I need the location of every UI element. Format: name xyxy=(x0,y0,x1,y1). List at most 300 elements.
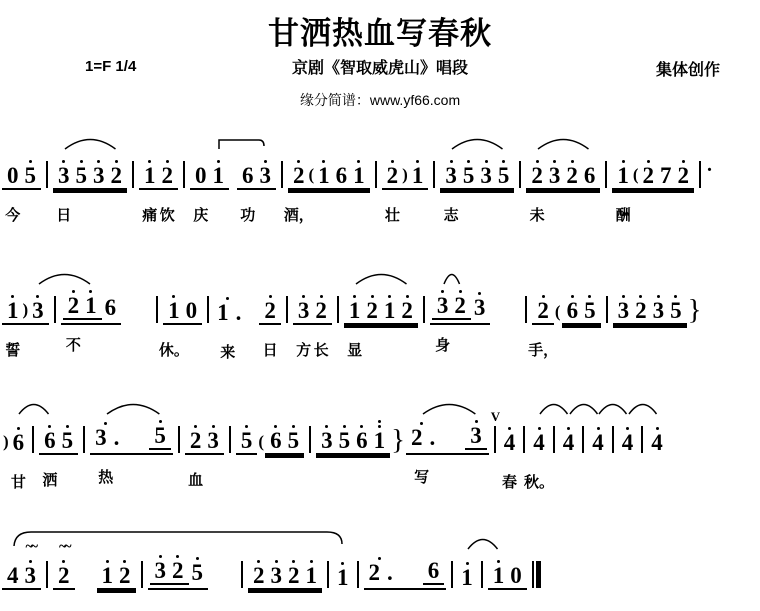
octave-dots xyxy=(264,152,267,163)
octave-dots xyxy=(11,287,14,298)
note-number: 2 xyxy=(635,298,647,323)
octave-dots xyxy=(406,287,409,298)
lyric-text: 手， xyxy=(528,342,559,359)
note-token xyxy=(90,152,108,188)
augmentation-dot: . xyxy=(429,425,436,450)
note-token xyxy=(108,152,126,188)
note-number: 1 xyxy=(617,163,629,188)
note-number: 5 xyxy=(670,298,682,323)
note-number: 2 xyxy=(58,563,70,588)
note-number: 1 xyxy=(461,565,473,590)
note-token xyxy=(524,419,555,491)
note-token xyxy=(581,152,599,188)
note-number: 6 xyxy=(335,163,348,188)
octave-dots xyxy=(320,287,323,298)
note-number: 3 xyxy=(297,298,310,323)
note-token xyxy=(102,284,120,320)
slur-arc xyxy=(13,528,343,548)
note-token xyxy=(615,287,633,323)
note-number: 1 xyxy=(373,428,386,453)
lyric-text: 不 xyxy=(65,337,81,354)
octave-dot xyxy=(378,420,381,423)
octave-dots xyxy=(245,417,248,428)
octave-dots xyxy=(542,287,545,298)
note-number: 5 xyxy=(338,428,351,453)
note-token xyxy=(283,152,314,224)
note-number: 3 xyxy=(259,163,271,188)
note-token xyxy=(65,282,83,354)
barline xyxy=(183,161,185,188)
octave-dots xyxy=(391,152,394,163)
barline xyxy=(229,426,231,453)
music-line xyxy=(0,279,760,361)
octave-dots xyxy=(682,152,685,163)
octave-dots xyxy=(148,152,151,163)
beam-group xyxy=(562,287,601,325)
beam-group xyxy=(440,152,514,224)
note-number: 1 xyxy=(411,163,424,188)
note-number: 2 xyxy=(288,563,300,588)
octave-dots xyxy=(104,414,107,425)
octave-dots xyxy=(257,552,260,563)
octave-dots xyxy=(196,549,199,560)
note-token xyxy=(261,287,279,359)
note-number: 3 xyxy=(548,163,561,188)
beam-group xyxy=(259,287,281,359)
beam-group xyxy=(364,547,447,590)
slur-arc xyxy=(539,399,569,415)
beam-group xyxy=(382,152,429,224)
lyric-text: 春 xyxy=(502,474,518,491)
spacer xyxy=(490,324,520,325)
note-number: 6 xyxy=(104,295,117,320)
note-token xyxy=(560,419,578,455)
note-number: 2 xyxy=(315,298,327,323)
spacer xyxy=(75,589,97,590)
lyric-text: 来 xyxy=(220,344,236,361)
octave-dots xyxy=(343,417,346,428)
key-signature: 1=F 1/4 xyxy=(85,58,137,75)
lyric-text: 身 xyxy=(435,337,451,354)
octave-dots xyxy=(36,287,39,298)
note-token xyxy=(460,152,478,188)
octave-dots xyxy=(212,417,215,428)
octave-dots xyxy=(360,417,363,428)
note-number: 3 xyxy=(154,558,166,583)
lyric-text: 日 xyxy=(56,207,72,224)
note-token xyxy=(210,152,228,188)
note-token xyxy=(564,287,582,323)
note-number: 6 xyxy=(12,430,25,455)
note-number: 2 xyxy=(172,558,184,583)
note-number: 4 xyxy=(651,430,663,455)
slur-arc xyxy=(355,269,408,285)
octave-dots xyxy=(571,287,574,298)
beam-group xyxy=(148,547,209,590)
slur-arc xyxy=(38,269,91,285)
beam-group xyxy=(430,282,491,354)
octave-dots xyxy=(29,152,32,163)
octave-dots xyxy=(310,552,313,563)
note-token xyxy=(10,419,28,491)
lyric-text: 热 xyxy=(98,469,114,486)
octave-dots xyxy=(48,417,51,428)
note-number: 3 xyxy=(436,293,449,318)
beam-group xyxy=(265,417,304,455)
lyric-text: 痛 xyxy=(142,207,158,224)
note-number: 2 xyxy=(566,163,578,188)
barline xyxy=(281,161,283,188)
octave-dots xyxy=(378,417,381,428)
lyric-text: 休。 xyxy=(158,342,189,359)
octave-dots xyxy=(66,417,69,428)
lyric-text: 显 xyxy=(347,342,363,359)
barline xyxy=(523,426,525,453)
octave-dots xyxy=(357,152,360,163)
music-line xyxy=(0,409,760,491)
note-token xyxy=(648,419,666,455)
octave-dots xyxy=(622,287,625,298)
note-token xyxy=(250,552,268,588)
octave-dots xyxy=(269,287,272,298)
augmentation-dot: . xyxy=(235,300,242,325)
final-barline xyxy=(532,561,541,588)
octave-dots xyxy=(106,552,109,563)
beam-group xyxy=(236,417,258,455)
note-number: 3 xyxy=(24,563,36,588)
slur-arc xyxy=(218,134,265,150)
lyric-text: 血 xyxy=(188,472,204,489)
note-number: 2 xyxy=(67,293,80,318)
slur-arc xyxy=(106,399,160,415)
beam-group xyxy=(283,152,370,224)
note-token xyxy=(650,287,668,323)
slur-arc xyxy=(569,399,599,415)
note-token xyxy=(434,282,452,354)
slur-glyph: ) xyxy=(402,165,408,184)
octave-dots xyxy=(297,152,300,163)
octave-dots xyxy=(371,287,374,298)
barline xyxy=(286,296,288,323)
note-token xyxy=(239,152,257,224)
note-token xyxy=(22,539,40,588)
lyric-text: 庆 xyxy=(193,207,209,224)
barline xyxy=(54,296,56,323)
lyric-text: 洒 xyxy=(42,472,58,489)
note-token xyxy=(214,289,242,361)
note-token xyxy=(363,287,381,323)
slur-arc xyxy=(451,134,504,150)
note-number: 2 xyxy=(386,163,399,188)
note-token xyxy=(82,282,100,318)
lyric-text: 秋。 xyxy=(524,474,555,491)
barline xyxy=(375,161,377,188)
note-token xyxy=(425,547,443,583)
barline xyxy=(46,561,48,588)
octave-dots xyxy=(597,419,600,430)
note-number: 0 xyxy=(185,298,198,323)
beam-group xyxy=(344,287,418,359)
lyric-text: 誓 xyxy=(5,342,21,359)
note-token xyxy=(589,419,607,455)
note-token xyxy=(116,552,134,588)
octave-dots xyxy=(656,419,659,430)
barline xyxy=(699,161,701,188)
note-token xyxy=(151,412,169,448)
beam-group xyxy=(150,547,189,585)
lyric-text: 未 xyxy=(529,207,545,224)
note-token xyxy=(285,552,303,588)
beam-group xyxy=(237,152,276,224)
octave-dots xyxy=(416,152,419,163)
note-token xyxy=(408,414,436,486)
note-token xyxy=(442,152,460,224)
octave-dots xyxy=(588,287,591,298)
barline xyxy=(490,409,501,453)
note-token xyxy=(546,152,564,188)
slur-arc xyxy=(64,134,117,150)
note-token xyxy=(73,152,91,188)
note-token xyxy=(507,552,525,588)
note-token xyxy=(353,417,371,453)
note-number: 3 xyxy=(321,428,333,453)
note-number: 7 xyxy=(660,163,672,188)
beam-group xyxy=(97,552,136,590)
barline xyxy=(337,296,339,323)
barline xyxy=(309,426,311,453)
lyric-text: 日 xyxy=(262,342,278,359)
note-number: 2 . xyxy=(368,560,393,585)
song-subtitle: 京剧《智取威虎山》唱段 xyxy=(291,60,468,77)
note-number: 5 xyxy=(497,163,510,188)
octave-dots xyxy=(378,549,381,560)
note-token xyxy=(55,152,73,224)
slur-glyph: ( xyxy=(308,165,315,184)
music-line xyxy=(0,144,760,224)
octave-dots xyxy=(292,552,295,563)
note-token xyxy=(451,282,469,318)
slur-glyph: ( xyxy=(554,302,561,321)
slur-glyph: ( xyxy=(258,432,265,451)
slur-arc xyxy=(422,399,476,415)
note-token xyxy=(59,417,77,453)
note-number: 3 xyxy=(207,428,219,453)
octave-dots xyxy=(657,287,660,298)
barline xyxy=(582,426,584,453)
note-number: 1 xyxy=(168,298,180,323)
note-number: 1 xyxy=(383,298,396,323)
song-title: 甘洒热血写春秋 xyxy=(268,16,492,51)
note-number: 2 xyxy=(161,163,173,188)
octave-dots xyxy=(341,554,344,565)
octave-dots xyxy=(466,554,469,565)
note-number: 6 xyxy=(242,163,254,188)
note-number: 1 xyxy=(353,163,365,188)
lyric-text: 甘 xyxy=(10,474,26,491)
octave-dots xyxy=(508,419,511,430)
beam-group xyxy=(53,539,75,590)
beam-group xyxy=(432,282,471,354)
note-token xyxy=(92,414,120,486)
octave-dots xyxy=(571,152,574,163)
lyric-text: 志 xyxy=(443,207,459,224)
octave-dots xyxy=(322,152,325,163)
note-number: 2 xyxy=(454,293,466,318)
slur-glyph: } xyxy=(687,294,702,326)
note-token xyxy=(371,417,389,453)
octave-dots xyxy=(420,414,423,425)
note-token xyxy=(528,152,546,224)
octave-dots xyxy=(159,547,162,558)
note-number: 4 xyxy=(503,430,516,455)
note-number: 1 xyxy=(85,293,97,318)
note-number: 2 . xyxy=(411,425,436,450)
octave-dots xyxy=(226,289,229,300)
spacer xyxy=(393,584,423,585)
note-token xyxy=(267,417,285,453)
beam-group xyxy=(39,417,78,489)
barline xyxy=(32,426,34,453)
note-token xyxy=(183,287,201,323)
music-line xyxy=(0,539,760,590)
beam-group xyxy=(488,552,527,590)
note-token xyxy=(315,152,333,188)
breath-mark-icon: V xyxy=(490,409,501,424)
note-number: 1 . xyxy=(217,300,242,325)
octave-dots xyxy=(478,284,481,295)
slur-glyph: ) xyxy=(22,300,29,319)
note-token xyxy=(619,419,637,455)
note-token xyxy=(187,417,205,489)
note-token xyxy=(22,152,40,188)
slur-arc xyxy=(467,534,499,550)
octave-dots xyxy=(217,152,220,163)
note-number: 5 xyxy=(154,423,166,448)
lyric-text: 写 xyxy=(414,469,430,486)
note-token xyxy=(238,417,256,453)
octave-dots xyxy=(626,419,629,430)
beam-group xyxy=(53,152,127,224)
note-token xyxy=(204,417,222,453)
beam-group xyxy=(465,412,487,450)
octave-dots xyxy=(194,417,197,428)
slur-glyph: ( xyxy=(632,165,639,184)
note-token xyxy=(409,152,427,188)
lyric-text: 饮 xyxy=(159,207,175,224)
note-token xyxy=(99,552,117,588)
note-number: 5 xyxy=(24,163,36,188)
barline xyxy=(605,161,607,188)
note-token xyxy=(640,152,658,188)
octave-dots xyxy=(567,419,570,430)
note-number: 6 xyxy=(270,428,282,453)
octave-dots xyxy=(302,287,305,298)
barline xyxy=(178,426,180,453)
note-token xyxy=(189,549,207,585)
mordent-ornament-icon: ~~ xyxy=(25,539,36,555)
note-number: 1 xyxy=(144,163,156,188)
composer-credit: 集体创作 xyxy=(655,62,720,79)
octave-dots xyxy=(275,552,278,563)
beam-group xyxy=(139,152,178,224)
note-token xyxy=(528,287,559,359)
octave-dots xyxy=(467,152,470,163)
note-number: 5 xyxy=(240,428,253,453)
barline xyxy=(241,561,243,588)
spacer xyxy=(121,324,151,325)
note-number: 1 xyxy=(318,163,330,188)
note-token xyxy=(159,152,177,224)
note-number: 3 xyxy=(93,163,105,188)
note-token xyxy=(366,549,393,585)
note-number: 2 xyxy=(119,563,131,588)
beam-group xyxy=(293,287,332,359)
note-token xyxy=(501,419,519,491)
spacer xyxy=(119,449,149,450)
note-number: 1 xyxy=(337,565,349,590)
barline xyxy=(357,561,359,588)
barline xyxy=(156,296,158,323)
slur-glyph: } xyxy=(391,424,406,456)
note-number: 3 xyxy=(470,423,482,448)
note-token xyxy=(303,552,321,588)
note-number: 1 xyxy=(348,298,361,323)
lyric-text: 功 xyxy=(240,207,256,224)
note-token xyxy=(657,152,675,188)
note-token xyxy=(141,152,159,224)
note-token xyxy=(467,412,485,448)
note-number: 0 xyxy=(510,563,522,588)
beam-group xyxy=(185,417,224,489)
octave-dots xyxy=(622,152,625,163)
beam-group xyxy=(613,287,687,325)
note-token xyxy=(563,152,581,188)
barline xyxy=(612,426,614,453)
barline xyxy=(451,561,453,588)
note-number: 1 xyxy=(212,163,224,188)
note-number: 3 xyxy=(270,563,282,588)
note-number: 6 xyxy=(566,298,579,323)
octave-dots xyxy=(497,552,500,563)
slur-arc xyxy=(598,399,628,415)
note-number: 5 xyxy=(75,163,87,188)
note-number: 6 xyxy=(583,163,596,188)
beam-group xyxy=(2,539,41,590)
barline xyxy=(641,426,643,453)
note-token xyxy=(41,417,59,489)
mordent-ornament-icon: ~~ xyxy=(58,539,69,555)
lyric-text: 今 xyxy=(5,207,21,224)
beam-group xyxy=(528,287,559,359)
octave-dots xyxy=(172,287,175,298)
note-number: 3 xyxy=(445,163,457,188)
note-number: 3 xyxy=(652,298,665,323)
note-token xyxy=(581,287,599,323)
octave-dots xyxy=(353,287,356,298)
octave-dots xyxy=(674,287,677,298)
note-number: 5 xyxy=(191,560,203,585)
octave-dots xyxy=(115,152,118,163)
barline xyxy=(519,161,521,188)
note-number: 3 xyxy=(32,298,44,323)
lyric-text: 酒， xyxy=(283,207,314,224)
note-number: 2 xyxy=(531,163,543,188)
note-number: 5 xyxy=(462,163,475,188)
note-token xyxy=(350,152,368,188)
spacer xyxy=(241,324,259,325)
octave-dots xyxy=(450,152,453,163)
note-token xyxy=(4,287,22,359)
